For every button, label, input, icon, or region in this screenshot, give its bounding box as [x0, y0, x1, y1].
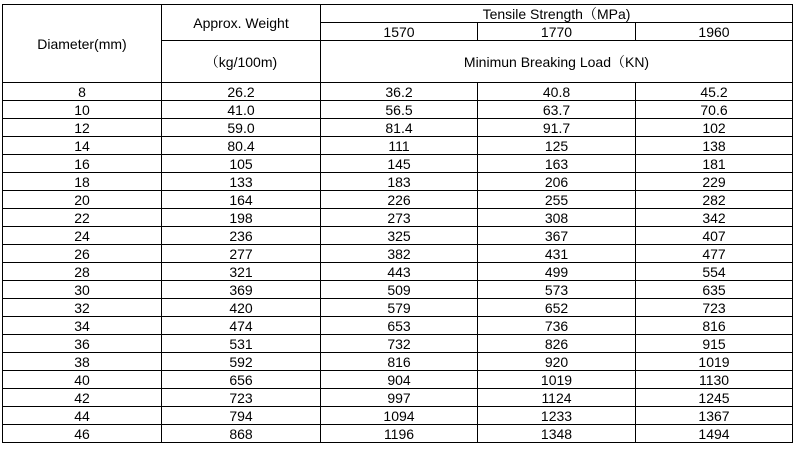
- weight-cell: 80.4: [162, 137, 321, 155]
- weight-cell: 236: [162, 227, 321, 245]
- load-1960-cell: 342: [636, 209, 793, 227]
- diameter-cell: 12: [3, 119, 162, 137]
- load-1960-cell: 1367: [636, 407, 793, 425]
- load-1770-cell: 63.7: [478, 101, 636, 119]
- load-1770-cell: 1124: [478, 389, 636, 407]
- table-row: [3, 155, 793, 173]
- weight-cell: 59.0: [162, 119, 321, 137]
- load-1960-cell: 477: [636, 245, 793, 263]
- load-1570-cell: 732: [321, 335, 478, 353]
- weight-cell: 164: [162, 191, 321, 209]
- load-1770-cell: 255: [478, 191, 636, 209]
- weight-cell: 531: [162, 335, 321, 353]
- diameter-cell: 24: [3, 227, 162, 245]
- diameter-cell: 16: [3, 155, 162, 173]
- load-1770-cell: 1348: [478, 425, 636, 443]
- load-1770-cell: 1019: [478, 371, 636, 389]
- load-1960-cell: 816: [636, 317, 793, 335]
- table-row: [3, 245, 793, 263]
- diameter-cell: 42: [3, 389, 162, 407]
- diameter-cell: 30: [3, 281, 162, 299]
- load-1570-cell: 1196: [321, 425, 478, 443]
- load-1770-cell: 920: [478, 353, 636, 371]
- load-1570-cell: 997: [321, 389, 478, 407]
- load-1770-cell: 499: [478, 263, 636, 281]
- diameter-cell: 34: [3, 317, 162, 335]
- load-1770-cell: 736: [478, 317, 636, 335]
- weight-cell: 656: [162, 371, 321, 389]
- tensile-strength-header: Tensile Strength（MPa): [321, 5, 793, 23]
- load-1770-cell: 308: [478, 209, 636, 227]
- load-1960-cell: 138: [636, 137, 793, 155]
- load-1570-cell: 273: [321, 209, 478, 227]
- load-1960-cell: 45.2: [636, 83, 793, 101]
- diameter-cell: 46: [3, 425, 162, 443]
- load-1960-cell: 282: [636, 191, 793, 209]
- load-1570-cell: 653: [321, 317, 478, 335]
- table-body: [3, 83, 793, 443]
- diameter-cell: 32: [3, 299, 162, 317]
- weight-cell: 41.0: [162, 101, 321, 119]
- diameter-cell: 22: [3, 209, 162, 227]
- load-1570-cell: 111: [321, 137, 478, 155]
- table-header: [3, 5, 793, 83]
- diameter-header: Diameter(mm): [3, 5, 162, 83]
- weight-cell: 277: [162, 245, 321, 263]
- load-1570-cell: 36.2: [321, 83, 478, 101]
- weight-cell: 794: [162, 407, 321, 425]
- load-1570-cell: 325: [321, 227, 478, 245]
- load-1570-cell: 904: [321, 371, 478, 389]
- weight-unit-header: （kg/100m): [162, 41, 321, 83]
- load-1770-cell: 163: [478, 155, 636, 173]
- table-row: [3, 263, 793, 281]
- load-1570-cell: 183: [321, 173, 478, 191]
- load-1960-cell: 229: [636, 173, 793, 191]
- table-row: [3, 353, 793, 371]
- load-1570-cell: 56.5: [321, 101, 478, 119]
- load-1960-cell: 407: [636, 227, 793, 245]
- weight-cell: 868: [162, 425, 321, 443]
- diameter-cell: 8: [3, 83, 162, 101]
- table-row: [3, 209, 793, 227]
- diameter-cell: 36: [3, 335, 162, 353]
- load-1960-cell: 70.6: [636, 101, 793, 119]
- load-1960-cell: 181: [636, 155, 793, 173]
- table-row: [3, 101, 793, 119]
- weight-cell: 723: [162, 389, 321, 407]
- grade-1570-header: 1570: [321, 23, 478, 41]
- table-row: [3, 335, 793, 353]
- diameter-cell: 14: [3, 137, 162, 155]
- table-row: [3, 407, 793, 425]
- weight-cell: 592: [162, 353, 321, 371]
- table-row: [3, 389, 793, 407]
- load-1770-cell: 652: [478, 299, 636, 317]
- diameter-cell: 40: [3, 371, 162, 389]
- weight-cell: 321: [162, 263, 321, 281]
- grade-1770-header: 1770: [478, 23, 636, 41]
- load-1960-cell: 1130: [636, 371, 793, 389]
- weight-cell: 133: [162, 173, 321, 191]
- diameter-cell: 38: [3, 353, 162, 371]
- load-1770-cell: 206: [478, 173, 636, 191]
- load-1960-cell: 1019: [636, 353, 793, 371]
- load-1570-cell: 382: [321, 245, 478, 263]
- diameter-cell: 18: [3, 173, 162, 191]
- load-1570-cell: 81.4: [321, 119, 478, 137]
- grade-1960-header: 1960: [636, 23, 793, 41]
- diameter-cell: 26: [3, 245, 162, 263]
- diameter-cell: 28: [3, 263, 162, 281]
- diameter-cell: 44: [3, 407, 162, 425]
- load-1960-cell: 915: [636, 335, 793, 353]
- load-1570-cell: 145: [321, 155, 478, 173]
- table-row: [3, 317, 793, 335]
- table-row: [3, 281, 793, 299]
- table-row: [3, 83, 793, 101]
- table-row: [3, 227, 793, 245]
- load-1770-cell: 125: [478, 137, 636, 155]
- load-1770-cell: 40.8: [478, 83, 636, 101]
- weight-cell: 198: [162, 209, 321, 227]
- load-1570-cell: 816: [321, 353, 478, 371]
- load-1570-cell: 579: [321, 299, 478, 317]
- wire-rope-spec-table: [2, 4, 793, 443]
- weight-cell: 26.2: [162, 83, 321, 101]
- load-1960-cell: 635: [636, 281, 793, 299]
- load-1960-cell: 723: [636, 299, 793, 317]
- load-1570-cell: 509: [321, 281, 478, 299]
- load-1770-cell: 826: [478, 335, 636, 353]
- load-1960-cell: 102: [636, 119, 793, 137]
- load-1770-cell: 431: [478, 245, 636, 263]
- load-1960-cell: 554: [636, 263, 793, 281]
- table-row: [3, 191, 793, 209]
- load-1770-cell: 367: [478, 227, 636, 245]
- table-row: [3, 425, 793, 443]
- load-1570-cell: 443: [321, 263, 478, 281]
- load-1570-cell: 1094: [321, 407, 478, 425]
- load-1770-cell: 573: [478, 281, 636, 299]
- weight-cell: 474: [162, 317, 321, 335]
- load-1570-cell: 226: [321, 191, 478, 209]
- breaking-load-header: Minimun Breaking Load（KN): [321, 41, 793, 83]
- table-row: [3, 137, 793, 155]
- table-row: [3, 119, 793, 137]
- load-1960-cell: 1494: [636, 425, 793, 443]
- weight-cell: 420: [162, 299, 321, 317]
- diameter-cell: 20: [3, 191, 162, 209]
- approx-weight-header: Approx. Weight: [162, 5, 321, 41]
- load-1770-cell: 91.7: [478, 119, 636, 137]
- table-row: [3, 173, 793, 191]
- diameter-cell: 10: [3, 101, 162, 119]
- table-row: [3, 299, 793, 317]
- weight-cell: 105: [162, 155, 321, 173]
- weight-cell: 369: [162, 281, 321, 299]
- load-1960-cell: 1245: [636, 389, 793, 407]
- load-1770-cell: 1233: [478, 407, 636, 425]
- table-row: [3, 371, 793, 389]
